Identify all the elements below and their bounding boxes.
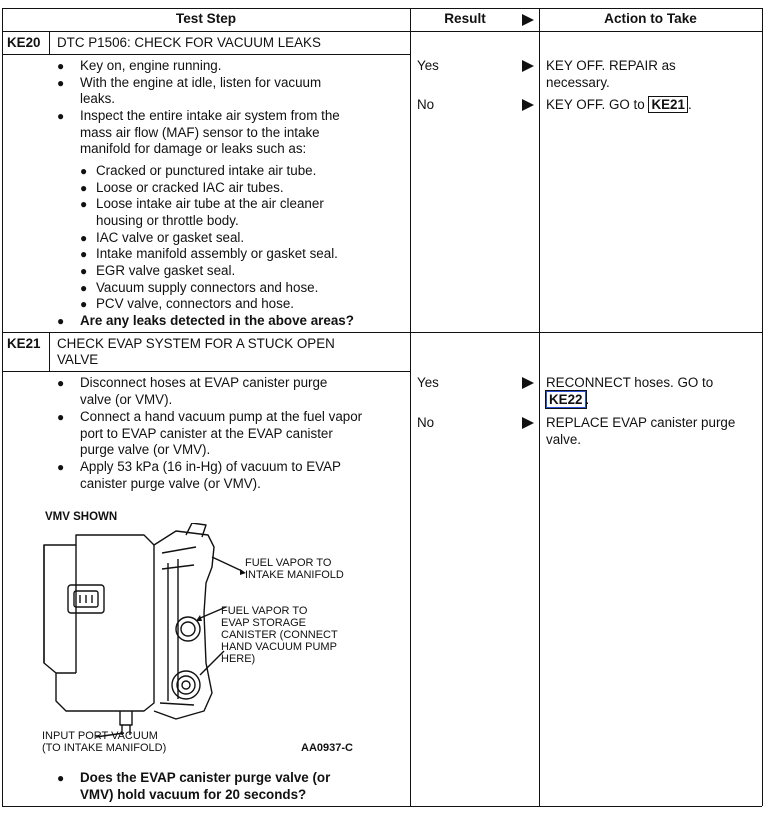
ke21-question-cont: VMV) hold vacuum for 20 seconds? bbox=[80, 787, 307, 802]
ke21-bullet-2: Connect a hand vacuum pump at the fuel vapor bbox=[80, 409, 363, 424]
ke21-bullet-2-cont: port to EVAP canister at the EVAP canister bbox=[80, 426, 333, 441]
ke20-result-no: No bbox=[417, 97, 435, 112]
bullet-icon: ● bbox=[80, 231, 88, 245]
ke21-result-yes: Yes bbox=[417, 375, 439, 390]
ke20-action-no bbox=[546, 97, 692, 114]
bullet-icon: ● bbox=[57, 314, 65, 328]
ke21-action-yes-suffix: . bbox=[585, 392, 590, 407]
figure-label-evap-canister-cont: HAND VACUUM PUMP bbox=[221, 641, 337, 653]
ke20-sub-1: Cracked or punctured intake air tube. bbox=[96, 163, 317, 178]
ke21-step-id: KE21 bbox=[7, 336, 41, 351]
figure-label-evap-canister: FUEL VAPOR TO bbox=[221, 605, 308, 617]
bullet-icon: ● bbox=[80, 297, 88, 311]
header-arrow-icon bbox=[522, 14, 534, 26]
ke21-question: Does the EVAP canister purge valve (or bbox=[80, 770, 331, 785]
ke20-step-title: DTC P1506: CHECK FOR VACUUM LEAKS bbox=[57, 35, 321, 50]
ke20-sub-8: PCV valve, connectors and hose. bbox=[96, 296, 294, 311]
ke21-result-no: No bbox=[417, 415, 435, 430]
arrow-icon bbox=[522, 60, 534, 72]
header-test-step: Test Step bbox=[175, 11, 237, 26]
ke21-action-no-cont: valve. bbox=[546, 432, 581, 447]
ke20-id-divider bbox=[49, 31, 50, 54]
table-top-border bbox=[2, 8, 762, 9]
ke21-step-title-cont: VALVE bbox=[57, 352, 99, 367]
col-divider-action bbox=[539, 8, 540, 806]
header-bottom-border bbox=[2, 31, 762, 32]
ke20-sub-3: Loose intake air tube at the air cleaner bbox=[96, 196, 324, 211]
arrow-icon bbox=[522, 417, 534, 429]
bullet-icon: ● bbox=[80, 281, 88, 295]
figure-label-fuel-vapor-intake-cont: INTAKE MANIFOLD bbox=[245, 569, 344, 581]
ke20-bullet-1: Key on, engine running. bbox=[80, 58, 222, 73]
ke21-reference-link[interactable]: KE21 bbox=[648, 96, 688, 113]
header-result: Result bbox=[444, 11, 486, 26]
figure-code: AA0937-C bbox=[301, 742, 353, 754]
ke21-action-yes: RECONNECT hoses. GO to bbox=[546, 375, 714, 390]
arrow-icon bbox=[522, 377, 534, 389]
row-divider-ke21 bbox=[2, 332, 762, 333]
ke22-reference-link[interactable]: KE22 bbox=[546, 391, 586, 408]
figure-label-evap-canister-cont: EVAP STORAGE bbox=[221, 617, 306, 629]
col-divider-result bbox=[410, 8, 411, 806]
figure-label-input-port: INPUT PORT VACUUM bbox=[42, 730, 158, 742]
ke20-sub-5: Intake manifold assembly or gasket seal. bbox=[96, 246, 338, 261]
bullet-icon: ● bbox=[80, 264, 88, 278]
figure-label-input-port-cont: (TO INTAKE MANIFOLD) bbox=[42, 742, 167, 754]
ke21-id-divider bbox=[49, 332, 50, 371]
bullet-icon: ● bbox=[80, 247, 88, 261]
bullet-icon: ● bbox=[57, 771, 65, 785]
ke20-sub-6: EGR valve gasket seal. bbox=[96, 263, 236, 278]
table-right-border bbox=[762, 8, 763, 806]
ke20-sub-3-cont: housing or throttle body. bbox=[96, 213, 239, 228]
ke20-action-no-prefix: KEY OFF. GO to bbox=[546, 97, 649, 112]
ke20-result-yes: Yes bbox=[417, 58, 439, 73]
bullet-icon: ● bbox=[57, 59, 65, 73]
arrow-icon bbox=[522, 99, 534, 111]
ke20-action-yes: KEY OFF. REPAIR as bbox=[546, 58, 676, 73]
ke20-bullet-3-cont: manifold for damage or leaks such as: bbox=[80, 141, 307, 156]
bullet-icon: ● bbox=[57, 76, 65, 90]
bullet-icon: ● bbox=[80, 164, 88, 178]
bullet-icon: ● bbox=[80, 181, 88, 195]
ke20-title-border bbox=[2, 54, 410, 55]
table-bottom-border bbox=[2, 806, 762, 807]
ke20-step-id: KE20 bbox=[7, 35, 41, 50]
bullet-icon: ● bbox=[57, 460, 65, 474]
ke21-title-border bbox=[2, 371, 410, 372]
bullet-icon: ● bbox=[57, 410, 65, 424]
figure-label-fuel-vapor-intake: FUEL VAPOR TO bbox=[245, 557, 332, 569]
ke21-bullet-1-cont: valve (or VMV). bbox=[80, 392, 173, 407]
ke20-bullet-2: With the engine at idle, listen for vacuum bbox=[80, 75, 322, 90]
ke21-bullet-3: Apply 53 kPa (16 in-Hg) of vacuum to EVAP bbox=[80, 459, 341, 474]
ke21-bullet-2-cont: purge valve (or VMV). bbox=[80, 442, 211, 457]
bullet-icon: ● bbox=[80, 197, 88, 211]
ke20-action-no-suffix: . bbox=[687, 97, 692, 112]
ke21-step-title: CHECK EVAP SYSTEM FOR A STUCK OPEN bbox=[57, 336, 335, 351]
ke20-action-yes-cont: necessary. bbox=[546, 75, 610, 90]
figure-label-evap-canister-cont: CANISTER (CONNECT bbox=[221, 629, 338, 641]
figure-heading: VMV SHOWN bbox=[45, 511, 118, 523]
ke21-action-yes-cont bbox=[546, 392, 589, 409]
ke20-sub-2: Loose or cracked IAC air tubes. bbox=[96, 180, 284, 195]
figure-label-evap-canister-cont: HERE) bbox=[221, 653, 256, 665]
header-action: Action to Take bbox=[604, 11, 697, 26]
ke20-bullet-2-cont: leaks. bbox=[80, 91, 115, 106]
ke21-action-no: REPLACE EVAP canister purge bbox=[546, 415, 736, 430]
ke20-sub-7: Vacuum supply connectors and hose. bbox=[96, 280, 319, 295]
bullet-icon: ● bbox=[57, 109, 65, 123]
table-left-border bbox=[2, 8, 3, 806]
ke20-bullet-3: Inspect the entire intake air system from the bbox=[80, 108, 340, 123]
bullet-icon: ● bbox=[57, 376, 65, 390]
ke21-bullet-1: Disconnect hoses at EVAP canister purge bbox=[80, 375, 328, 390]
ke21-bullet-3-cont: canister purge valve (or VMV). bbox=[80, 476, 261, 491]
ke20-sub-4: IAC valve or gasket seal. bbox=[96, 230, 245, 245]
ke20-bullet-3-cont: mass air flow (MAF) sensor to the intake bbox=[80, 125, 320, 140]
ke20-question: Are any leaks detected in the above areas? bbox=[80, 313, 354, 328]
